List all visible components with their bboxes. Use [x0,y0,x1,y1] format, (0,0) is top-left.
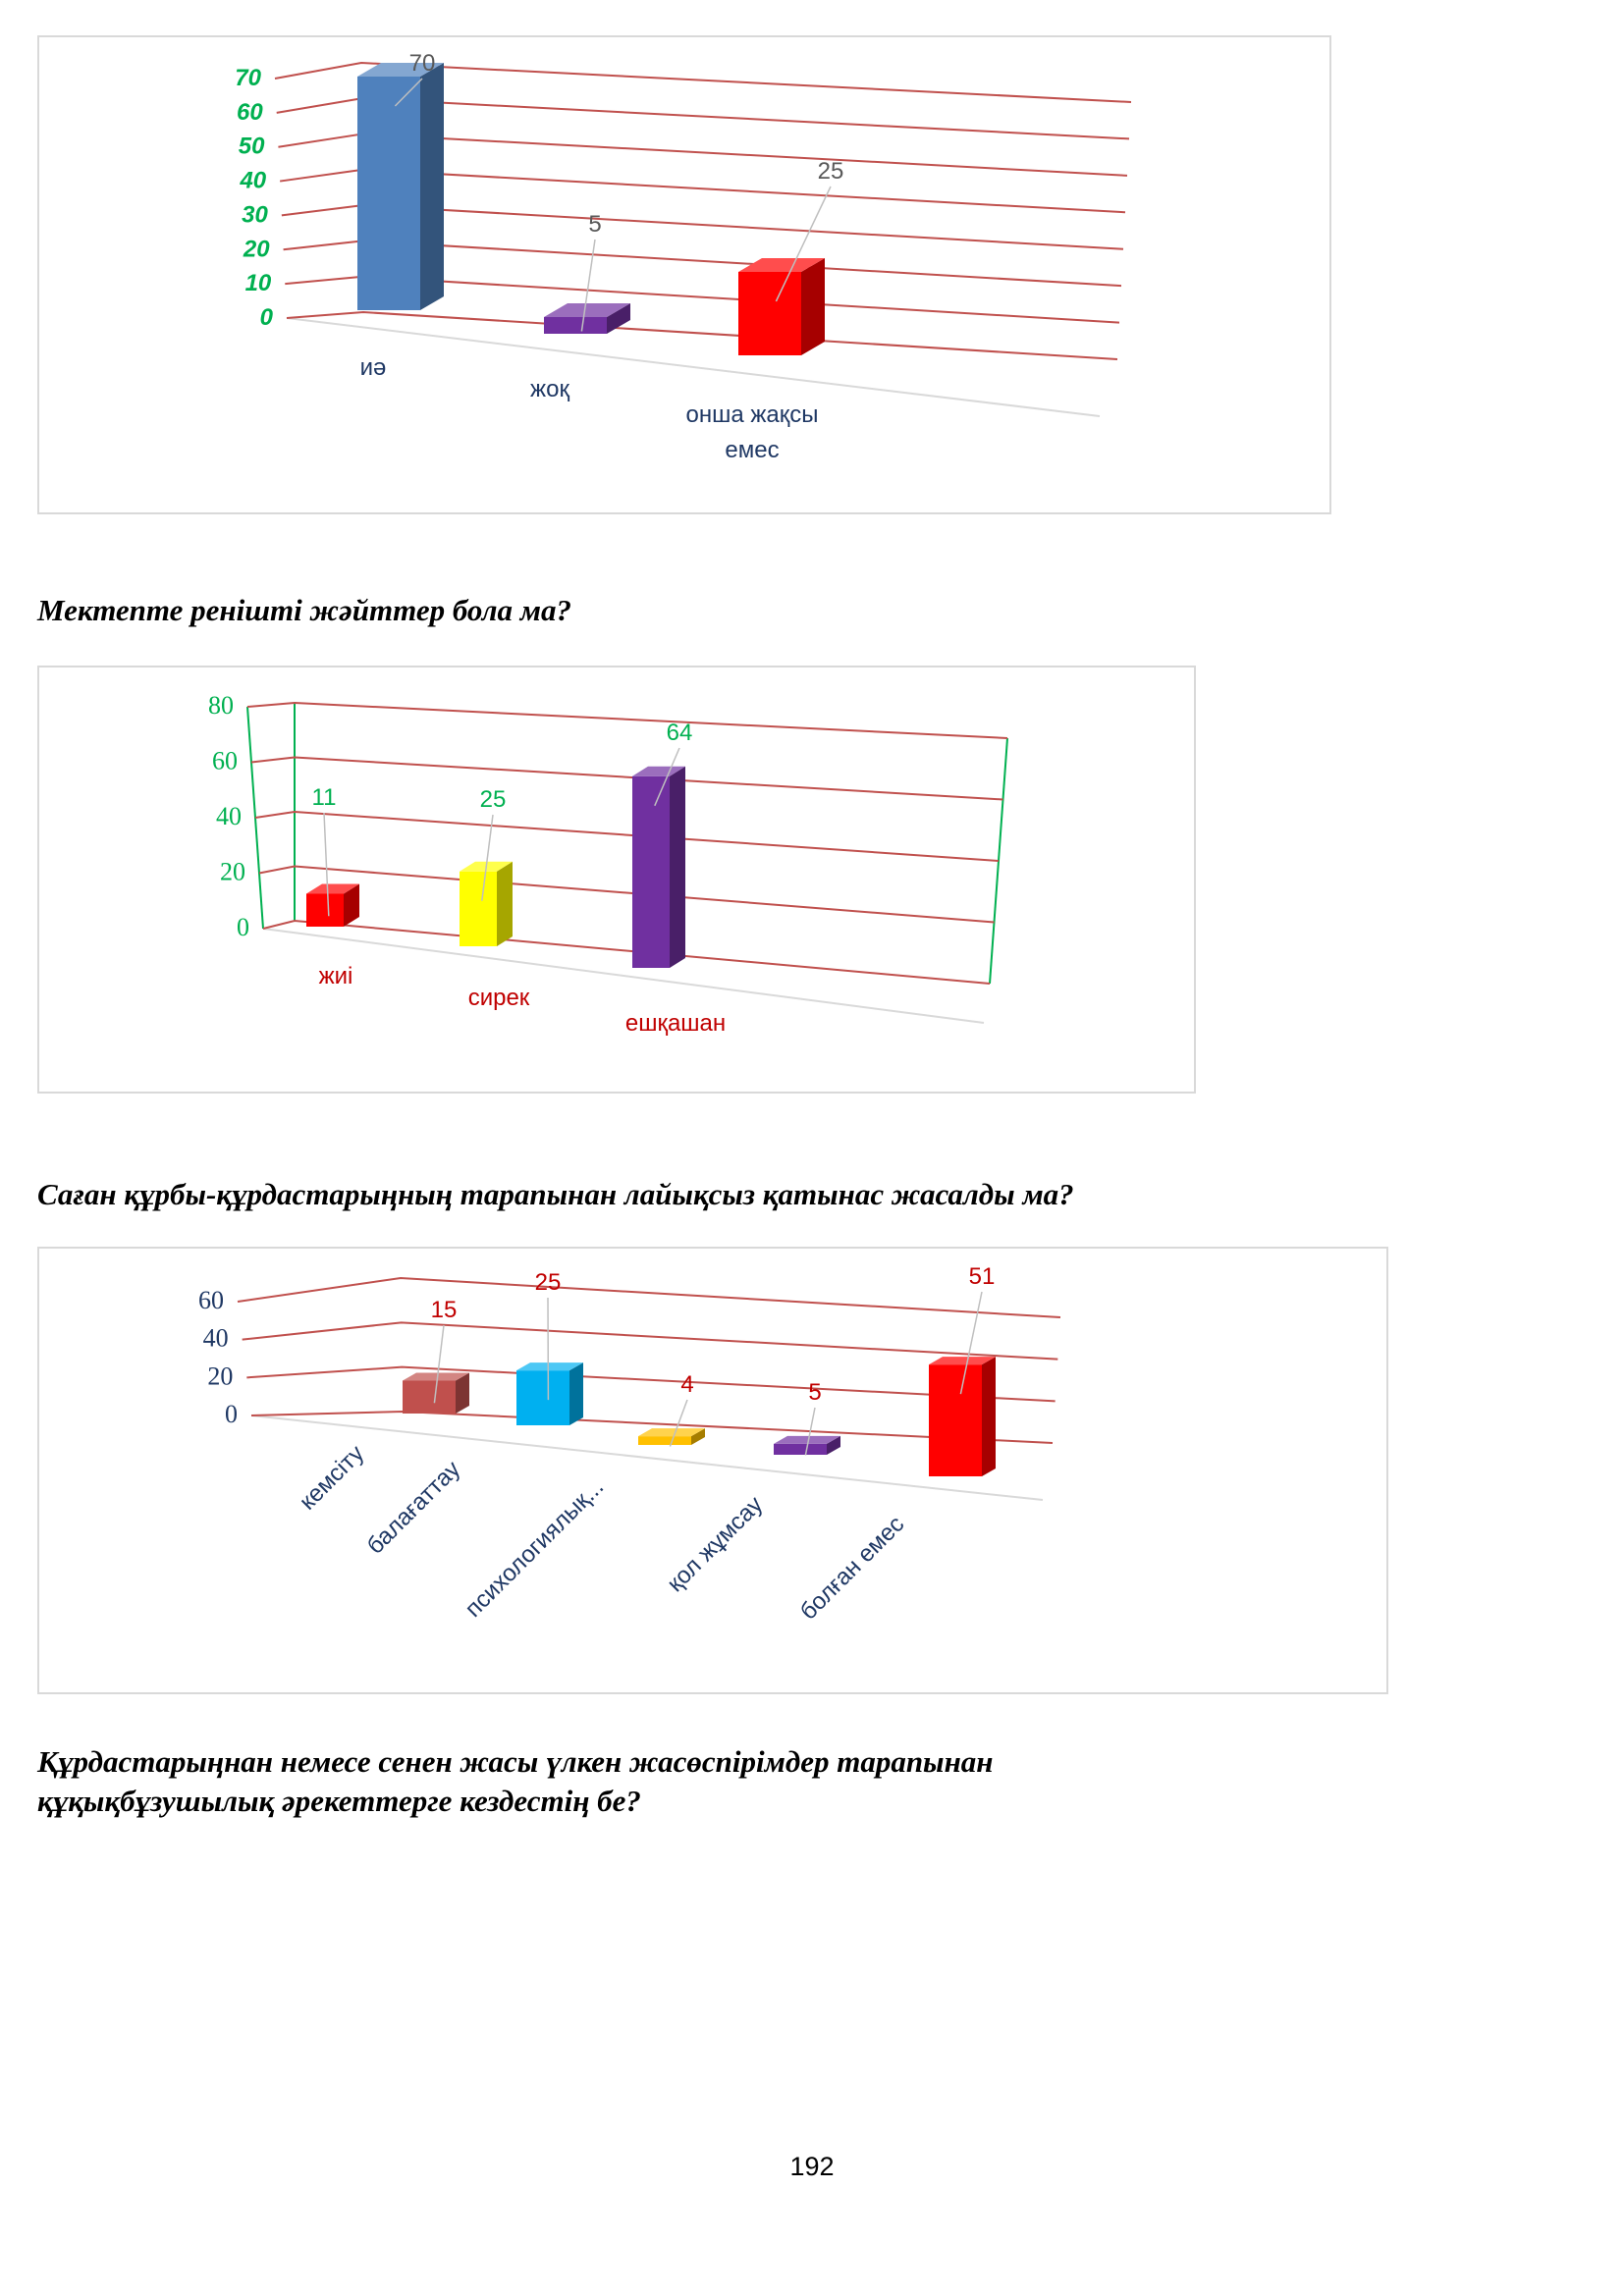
chart-3 [39,1249,1390,1696]
data-label-2: 5 [588,211,602,238]
y-tick-label: 80 [208,691,234,720]
category-label-2: сирек [467,985,530,1011]
y-tick-label: 40 [202,1323,229,1353]
y-tick-label: 30 [242,201,268,229]
bar-front-5 [929,1364,982,1476]
bar-front-3 [638,1436,691,1445]
gridline [255,812,999,861]
bar-front-2 [460,872,497,946]
y-tick-label: 50 [238,133,265,160]
bar-side-3 [801,258,825,355]
data-label-1: 15 [430,1297,458,1323]
gridline [238,1278,1060,1317]
data-label-1: 11 [311,784,337,811]
y-tick-label: 0 [225,1400,238,1428]
bar-front-1 [403,1381,456,1415]
chart-1-container [37,35,1331,514]
y-tick-label: 70 [235,65,261,91]
category-label-2: балағаттау [361,1456,466,1560]
y-tick-label: 60 [198,1286,224,1314]
page-number: 192 [789,2152,835,2181]
bar-front-1 [306,893,344,927]
question-1: Мектепте ренішті жәйттер бола ма? [37,593,572,627]
y-tick-label: 60 [237,98,263,126]
data-label-2: 25 [534,1269,562,1296]
bar-front-4 [774,1444,827,1455]
category-label-3: ешқашан [624,1010,727,1037]
y-tick-label: 40 [240,167,267,194]
gridline [259,867,995,923]
data-label-5: 51 [968,1263,996,1290]
y-tick-label: 20 [207,1362,234,1391]
bar-side-5 [982,1357,996,1476]
question-3-line-1: Құрдастарыңнан немесе сенен жасы үлкен жасөспірімдер тарапынан [37,1744,994,1779]
y-tick-label: 0 [237,913,249,941]
floor-line [251,1415,1043,1500]
category-label-1: иә [359,354,387,381]
data-label-3: 25 [817,158,844,185]
gridline [251,758,1003,800]
y-tick-label: 40 [216,802,242,830]
data-label-2: 25 [479,786,507,813]
gridline [247,703,1007,738]
category-label-3: онша жақсы [685,401,819,428]
gridline [263,921,990,984]
y-tick-label: 0 [259,304,273,331]
y-tick-label: 20 [220,857,245,886]
bar-front-2 [516,1370,569,1425]
category-label-4: қол жұмсау [662,1491,769,1598]
question-3-line-2: құқықбұзушылық әрекеттерге кездестің бе? [37,1784,641,1818]
category-label-1: кемсіту [294,1440,370,1516]
data-label-3: 4 [680,1371,694,1398]
chart-3-container [37,1247,1388,1694]
y-tick-label: 10 [244,270,272,297]
chart-2 [39,667,1198,1095]
data-label-4: 5 [808,1379,822,1406]
bar-front-3 [632,776,670,968]
category-label-1: жиі [318,963,353,989]
category-label-3: психологиялық... [460,1473,610,1623]
category-label-5: болған емес [794,1511,910,1626]
bar-side-2 [569,1362,583,1425]
y-tick-label: 20 [243,236,270,263]
bar-side-2 [497,862,513,946]
chart-2-container [37,666,1196,1094]
y-tick-label: 60 [212,746,238,775]
bar-side-3 [670,767,685,968]
floor-line [263,929,984,1023]
bar-front-3 [738,272,801,355]
bar-front-2 [544,317,607,334]
category-label-3: емес [725,437,780,463]
gridline [287,312,1117,359]
category-label-2: жоқ [530,376,569,402]
gridline [243,1322,1058,1359]
bar-side-1 [420,63,444,310]
data-label-3: 64 [666,720,693,746]
data-label-1: 70 [408,50,436,77]
question-2: Саған құрбы-құрдастарыңның тарапынан лайықсыз қатынас жасалды ма? [37,1177,1074,1211]
bar-front-1 [357,77,420,310]
chart-1 [39,37,1333,516]
